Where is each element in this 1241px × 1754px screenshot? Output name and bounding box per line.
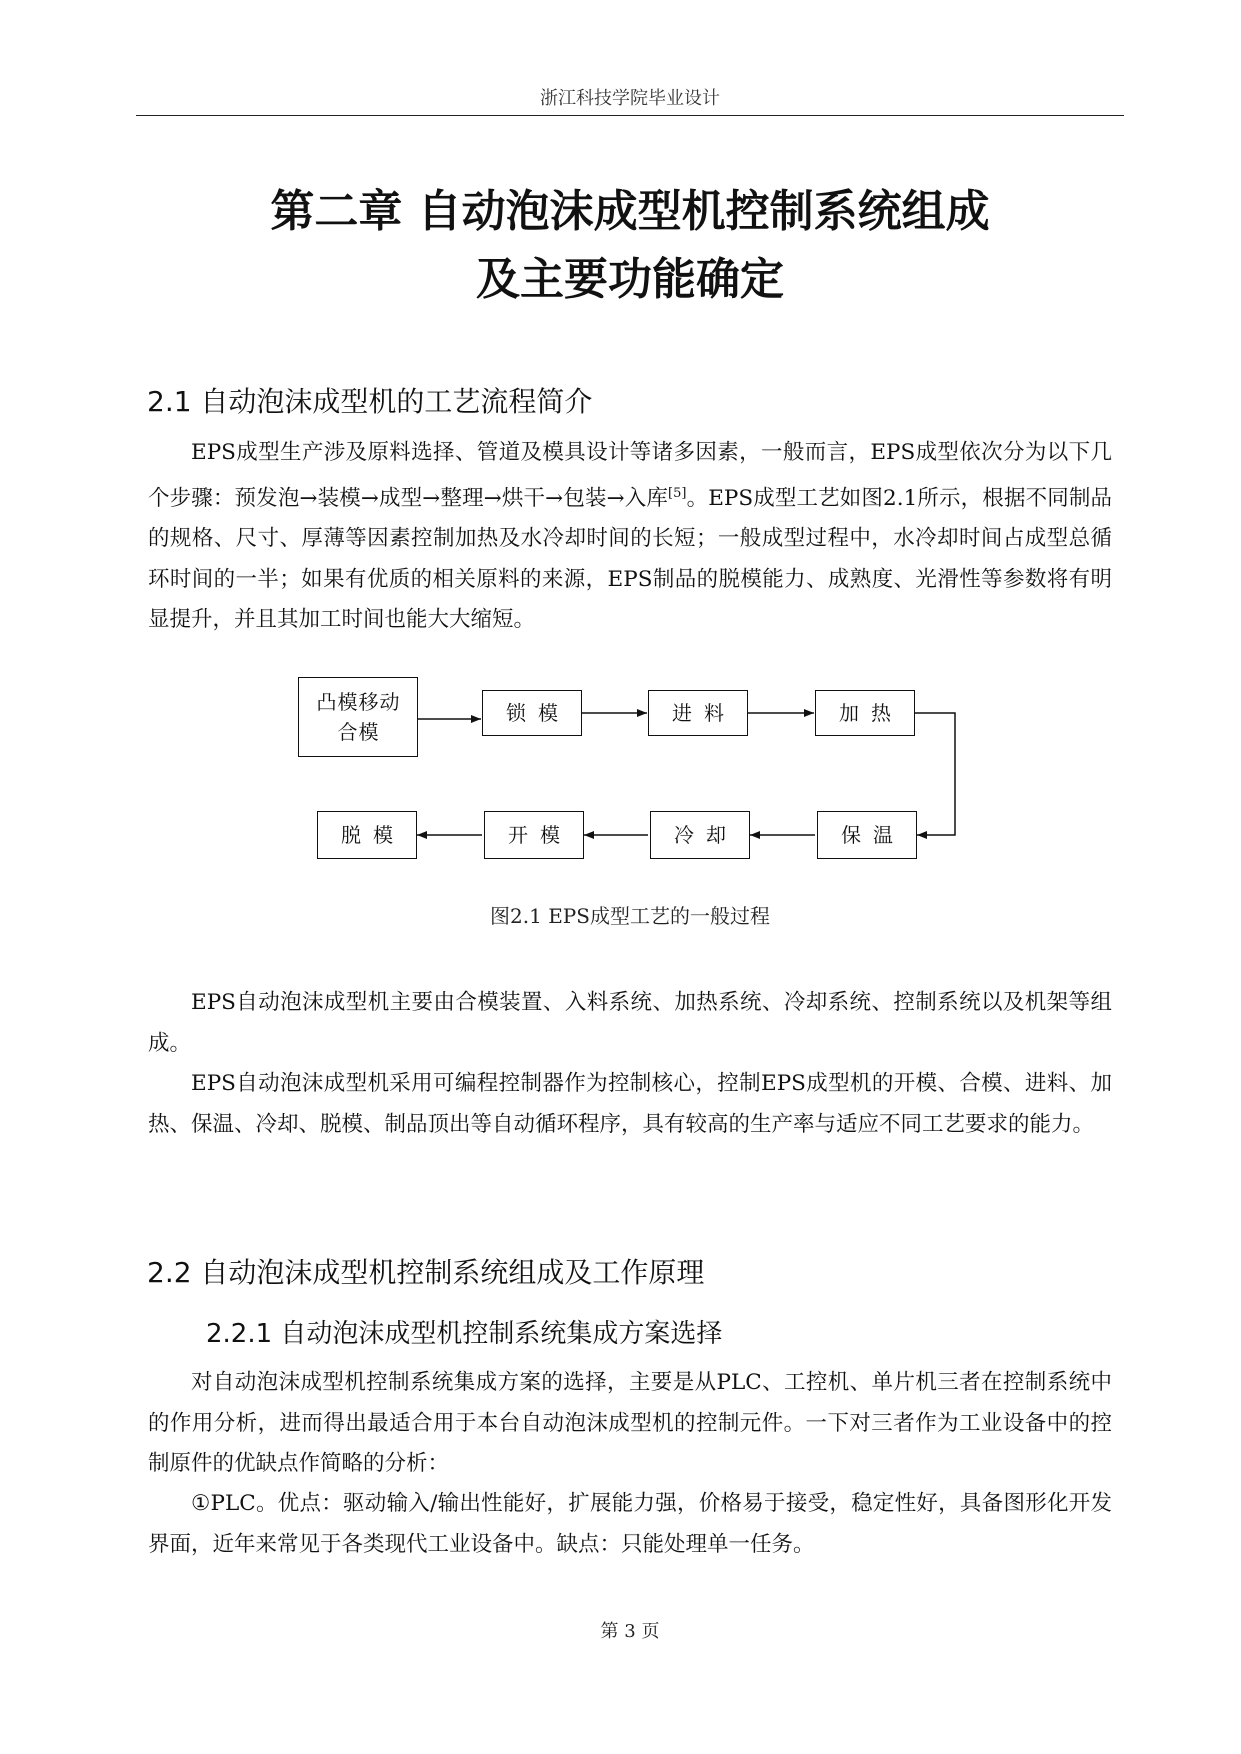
flow-step-3: 进料	[648, 690, 748, 736]
section-heading-2-1: 2.1 自动泡沫成型机的工艺流程简介	[147, 385, 593, 418]
section-heading-2-2: 2.2 自动泡沫成型机控制系统组成及工作原理	[147, 1256, 705, 1289]
flow-step-1-line2: 合模	[337, 720, 380, 744]
flow-step-6: 冷却	[650, 811, 750, 859]
section-heading-2-2-1: 2.2.1 自动泡沫成型机控制系统集成方案选择	[206, 1319, 723, 1349]
flow-step-1	[298, 677, 418, 757]
flow-step-8: 脱模	[317, 811, 417, 859]
flow-step-4: 加热	[815, 690, 915, 736]
paragraph-2-1-text-a: EPS成型生产涉及原料选择、管道及模具设计等诸多因素，一般而言，EPS成型依次分为以下几个步骤：预发泡→装模→成型→整理→烘干→包装→入库	[148, 440, 1112, 511]
chapter-title-line1: 第二章 自动泡沫成型机控制系统组成	[270, 186, 990, 237]
flow-step-2: 锁模	[482, 690, 582, 736]
paragraph-2-1-text-b: 。EPS成型工艺如图2.1所示，根据不同制品的规格、尺寸、厚薄等因素控制加热及水冷却时间的长短；一般成型过程中，水冷却时间占成型总循环时间的一半；如果有优质的相关原料的来源，EPS制品的脱模能力、成熟度、光滑性等参数将有明显提升，并且其加工时间也能大大缩短。	[148, 485, 1112, 633]
flow-step-7: 开模	[484, 811, 584, 859]
flow-step-1-line1: 凸模移动	[316, 690, 401, 714]
page-number: 第 3 页	[600, 1621, 660, 1642]
chapter-title-line2: 及主要功能确定	[476, 254, 784, 305]
page-header: 浙江科技学院毕业设计	[540, 88, 720, 109]
arrow-b4-b5	[915, 713, 955, 835]
citation-ref: [5]	[668, 485, 687, 501]
figure-caption: 图2.1 EPS成型工艺的一般过程	[490, 904, 770, 928]
paragraph-components: EPS自动泡沫成型机主要由合模装置、入料系统、加热系统、冷却系统、控制系统以及机架等组成。	[148, 990, 1112, 1056]
flow-step-5: 保温	[817, 811, 917, 859]
paragraph-plc-core: EPS自动泡沫成型机采用可编程控制器作为控制核心，控制EPS成型机的开模、合模、进料、加热、保温、冷却、脱模、制品顶出等自动循环程序，具有较高的生产率与适应不同工艺要求的能力。	[148, 1071, 1112, 1137]
paragraph-plc-analysis: ①PLC。优点：驱动输入/输出性能好，扩展能力强，价格易于接受，稳定性好，具备图形化开发界面，近年来常见于各类现代工业设备中。缺点：只能处理单一任务。	[148, 1491, 1112, 1557]
paragraph-scheme-selection: 对自动泡沫成型机控制系统集成方案的选择，主要是从PLC、工控机、单片机三者在控制系统中的作用分析，进而得出最适合用于本台自动泡沫成型机的控制元件。一下对三者作为工业设备中的控制原件的优缺点作简略的分析：	[148, 1370, 1112, 1476]
